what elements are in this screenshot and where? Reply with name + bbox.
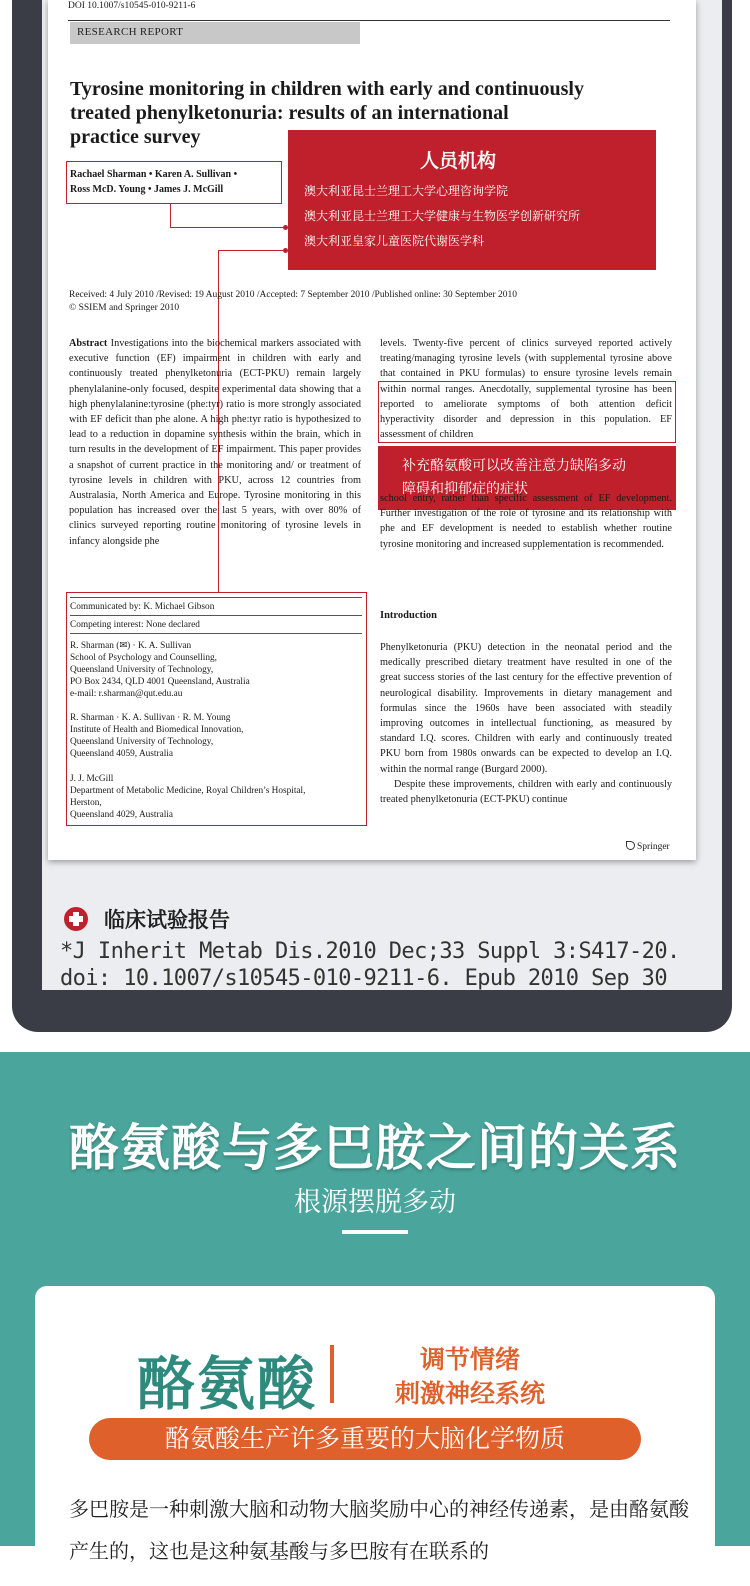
affiliation-line: R. Sharman · K. A. Sullivan · R. M. Young bbox=[70, 713, 231, 723]
affiliation-line: Queensland University of Technology, bbox=[70, 665, 214, 675]
connector-line bbox=[170, 204, 171, 228]
affiliation-block bbox=[70, 773, 362, 821]
affiliation-line: Queensland University of Technology, bbox=[70, 737, 214, 747]
card-benefit-line: 刺激神经系统 bbox=[394, 1379, 545, 1408]
abstract-label: Abstract bbox=[69, 338, 108, 349]
paper-title-line: practice survey bbox=[70, 126, 201, 148]
affiliation-line: School of Psychology and Counselling, bbox=[70, 653, 217, 663]
institution-item: 澳大利亚皇家儿童医院代谢医学科 bbox=[304, 234, 485, 248]
introduction-text bbox=[380, 640, 672, 807]
received-dates bbox=[69, 289, 517, 315]
section-title: 酪氨酸与多巴胺之间的关系 bbox=[69, 1119, 681, 1177]
institution-item: 澳大利亚昆士兰理工大学健康与生物医学创新研究所 bbox=[304, 209, 581, 223]
affiliations-highlight bbox=[66, 592, 367, 826]
introduction-paragraph: Phenylketonuria (PKU) detection in the neonatal period and the medically prescribed dietary treatment have resulted in one of the great success stories of the last century for the effective prevention of neurological disability. Improvements in dietary management and formulas since the 1960s have been associated with steadily improving outcomes in intellectual functioning, as measured by standard I.Q. scores. Children with early and continuously treated PKU born from 1980s onwards can be expected to develop an I.Q. within the normal range (Burgard 2000). bbox=[380, 642, 672, 775]
citation-text: *J Inherit Metab Dis.2010 Dec;33 Suppl 3:S417-20. doi: 10.1007/s10545-010-9211-6. Epub 2010 Sep 30 bbox=[60, 939, 680, 991]
received-line: Received: 4 July 2010 /Revised: 19 August 2010 /Accepted: 7 September 2010 /Published online: 30 September 2010 bbox=[69, 290, 518, 300]
publisher-name: Springer bbox=[637, 842, 670, 852]
paper-title-line: treated phenylketonuria: results of an international bbox=[70, 102, 509, 124]
connector-line bbox=[170, 227, 286, 228]
tyrosine-note-line: 障碍和抑郁症的症状 bbox=[402, 481, 528, 497]
abstract-continued: levels. Twenty-five percent of clinics surveyed reported actively treating/managing tyrosine levels (with supplemental tyrosine above that contained in PKU formulas) to ensure tyrosine levels remain within normal ranges. Anecdotally, supplemental tyrosine has been reported to ameliorate symptoms of both attention deficit hyperactivity disorder and depression in this population. EF assessment of children bbox=[380, 338, 672, 441]
institutions-title: 人员机构 bbox=[419, 150, 496, 172]
card-body-text: 多巴胺是一种刺激大脑和动物大脑奖励中心的神经传递素，是由酪氨酸产生的，这也是这种氨基酸与多巴胺有在联系的 bbox=[69, 1497, 689, 1563]
card-benefit-line: 调节情绪 bbox=[419, 1345, 520, 1374]
tyrosine-note-line: 补充酪氨酸可以改善注意力缺陷多动 bbox=[402, 458, 626, 474]
research-paper bbox=[48, 0, 696, 860]
institution-item: 澳大利亚昆士兰理工大学心理咨询学院 bbox=[304, 184, 509, 198]
tyrosine-highlight bbox=[378, 381, 676, 443]
authors-highlight bbox=[66, 161, 282, 204]
competing-interest: Competing interest: None declared bbox=[70, 620, 200, 630]
publisher-logo bbox=[626, 841, 670, 852]
institutions-annotation bbox=[288, 130, 656, 270]
springer-icon bbox=[626, 841, 635, 850]
abstract-text bbox=[69, 336, 361, 549]
report-type-label: RESEARCH REPORT bbox=[70, 22, 360, 44]
header-rule bbox=[68, 20, 670, 21]
affiliation-line: Queensland 4029, Australia bbox=[70, 810, 174, 820]
abstract-body: Investigations into the biochemical markers associated with executive function (EF) impairment in children with early and continuously treated phenylketonuria (ECT-PKU) remain largely phenylalanine-only focused, despite experimental data showing that a high phenylalanine:tyrosine (phe:tyr) ratio is more strongly associated with EF deficit than phe alone. A high phe:tyr ratio is hypothesized to lead to a reduction in dopamine synthesis within the brain, which in turn results in the development of EF impairment. This paper provides a snapshot of current practice in the monitoring and/ or treatment of tyrosine levels in children with PKU, across 12 countries from Australasia, North America and Europe. Tyrosine monitoring in this population has increased over the last 5 years, with over 80% of clinics surveyed reporting routine monitoring of tyrosine levels in infancy alongside phe bbox=[69, 338, 362, 547]
abstract-conclusion: school entry, rather than specific assessment of EF development. Further investigation of the role of tyrosine and its relationship with phe and EF development is needed to establish whether routine tyrosine monitoring and increased supplementation is recommended. bbox=[380, 493, 672, 550]
clinical-report-label: 临床试验报告 bbox=[104, 908, 230, 932]
section-divider bbox=[342, 1230, 408, 1234]
medical-cross-icon bbox=[64, 907, 88, 931]
affiliation-line: Department of Metabolic Medicine, Royal Children’s Hospital, bbox=[70, 786, 306, 796]
communicated-by: Communicated by: K. Michael Gibson bbox=[70, 602, 215, 612]
introduction-heading: Introduction bbox=[380, 610, 437, 621]
introduction-paragraph: Despite these improvements, children with early and continuously treated phenylketonuria (ECT-PKU) continue bbox=[380, 778, 672, 806]
authors-line: Ross McD. Young • James J. McGill bbox=[70, 184, 224, 195]
affiliation-line: Queensland 4059, Australia bbox=[70, 749, 174, 759]
affiliation-line: Herston, bbox=[70, 798, 102, 808]
affiliation-block bbox=[70, 712, 362, 760]
copyright-line: © SSIEM and Springer 2010 bbox=[69, 303, 180, 313]
info-rule bbox=[70, 633, 362, 634]
affiliation-line: R. Sharman (✉) · K. A. Sullivan bbox=[70, 641, 192, 651]
section-subtitle: 根源摆脱多动 bbox=[294, 1187, 456, 1218]
affiliation-line: e-mail: r.sharman@qut.edu.au bbox=[70, 689, 183, 699]
paper-title-line: Tyrosine monitoring in children with early and continuously bbox=[70, 78, 584, 100]
affiliation-block bbox=[70, 640, 362, 700]
affiliation-line: PO Box 2434, QLD 4001 Queensland, Australia bbox=[70, 677, 250, 687]
card-heading: 酪氨酸 bbox=[137, 1350, 318, 1418]
info-rule bbox=[70, 615, 362, 616]
affiliation-line: Institute of Health and Biomedical Innovation, bbox=[70, 725, 244, 735]
card-highlight-pill: 酪氨酸生产许多重要的大脑化学物质 bbox=[89, 1418, 641, 1460]
card-divider bbox=[330, 1345, 334, 1403]
authors-line: Rachael Sharman • Karen A. Sullivan • bbox=[70, 169, 238, 180]
connector-line bbox=[218, 250, 286, 251]
affiliation-line: J. J. McGill bbox=[70, 774, 114, 784]
info-rule bbox=[70, 597, 362, 598]
paper-doi: DOI 10.1007/s10545-010-9211-6 bbox=[68, 1, 196, 11]
